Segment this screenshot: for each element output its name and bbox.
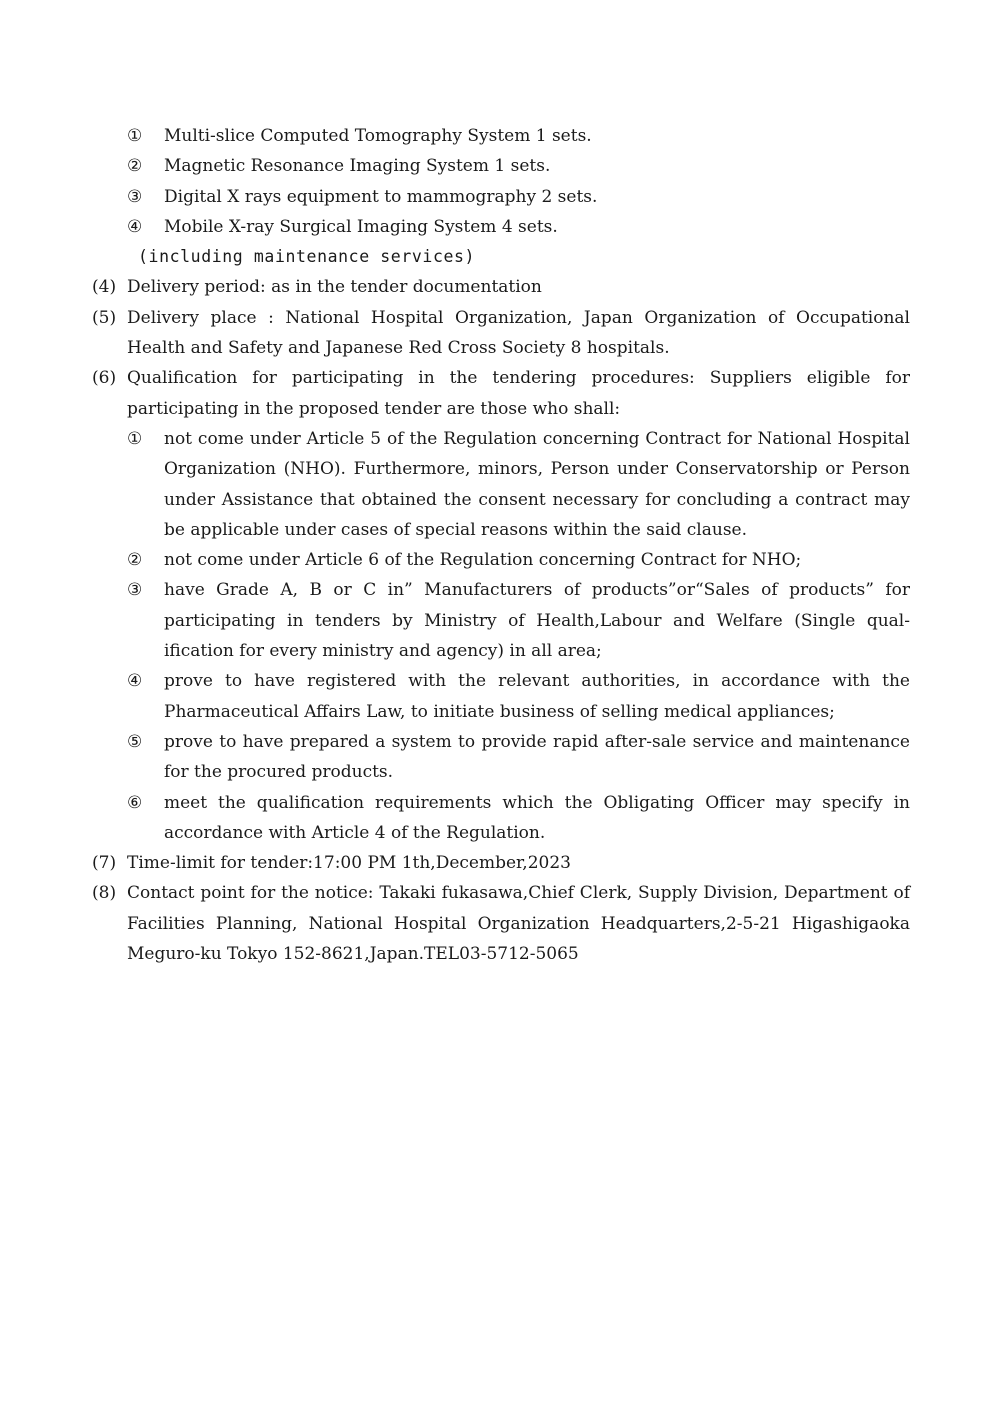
list-marker: ②	[127, 156, 143, 177]
section-number: (6)	[92, 368, 117, 389]
list-marker: ④	[127, 216, 143, 237]
section-item-8	[92, 878, 910, 969]
qualification-text: have Grade A, B or C in” Manufacturers of products”or“Sales of products” for participating in tenders by Ministry of Health,Labour and Welfare (Single qual-ification for every ministry and agency) in all area;	[164, 580, 910, 662]
equipment-item	[92, 212, 910, 242]
equipment-text: Magnetic Resonance Imaging System 1 sets.	[164, 156, 551, 177]
section-item-6	[92, 363, 910, 424]
section-text: Qualification for participating in the tendering procedures: Suppliers eligible for participating in the proposed tender are those who shall:	[127, 368, 910, 419]
qualification-item	[92, 575, 910, 666]
section-text: Delivery place : National Hospital Organization, Japan Organization of Occupational Health and Safety and Japanese Red Cross Society 8 hospitals.	[127, 307, 910, 359]
section-number: (7)	[92, 853, 117, 874]
section-text: Contact point for the notice: Takaki fukasawa,Chief Clerk, Supply Division, Department of Facilities Planning, National Hospital Organization Headquarters,2-5-21 Higashigaoka Meguro-ku Tokyo 152-8621,Japan.TEL03-5712-5065	[127, 883, 910, 965]
list-marker: ①	[127, 428, 143, 449]
section-number: (5)	[92, 307, 117, 328]
section-item-7	[92, 848, 910, 878]
equipment-text: Digital X rays equipment to mammography 2 sets.	[164, 186, 598, 207]
equipment-text: Multi-slice Computed Tomography System 1 sets.	[164, 126, 592, 146]
section-item-5	[92, 303, 910, 364]
qualification-text: prove to have prepared a system to provide rapid after-sale service and maintenance for the procured products.	[164, 731, 910, 783]
list-marker: ⑥	[127, 792, 143, 813]
list-marker: ③	[127, 580, 143, 601]
qualification-item	[92, 788, 910, 849]
tender-notice-body	[92, 121, 910, 969]
section-number: (4)	[92, 277, 117, 298]
qualification-text: meet the qualification requirements which the Obligating Officer may specify in accordance with Article 4 of the Regulation.	[164, 792, 910, 843]
qualification-text: not come under Article 5 of the Regulation concerning Contract for National Hospital Organization (NHO). Furthermore, minors, Person under Conservatorship or Person under Assistance that obtained the consent necessary for concluding a contract may be applicable under cases of special reasons within the said clause.	[164, 428, 910, 540]
equipment-text: Mobile X-ray Surgical Imaging System 4 sets.	[164, 216, 558, 237]
qualification-item	[92, 424, 910, 545]
equipment-item	[92, 151, 910, 181]
section-number: (8)	[92, 883, 117, 904]
list-marker: ④	[127, 671, 143, 692]
section-text: Delivery period: as in the tender documentation	[127, 277, 542, 298]
qualification-item	[92, 545, 910, 575]
qualification-item	[92, 666, 910, 727]
equipment-item	[92, 182, 910, 212]
qualification-text: not come under Article 6 of the Regulation concerning Contract for NHO;	[164, 550, 802, 571]
section-item-4	[92, 272, 910, 302]
qualification-text: prove to have registered with the relevant authorities, in accordance with the Pharmaceutical Affairs Law, to initiate business of selling medical appliances;	[164, 671, 910, 722]
list-marker: ③	[127, 186, 143, 207]
equipment-note: (including maintenance services)	[138, 247, 476, 267]
qualification-item	[92, 727, 910, 788]
equipment-item	[92, 121, 910, 151]
list-marker: ⑤	[127, 731, 143, 752]
section-text: Time-limit for tender:17:00 PM 1th,December,2023	[127, 853, 571, 874]
list-marker: ②	[127, 550, 143, 571]
list-marker: ①	[127, 126, 143, 146]
